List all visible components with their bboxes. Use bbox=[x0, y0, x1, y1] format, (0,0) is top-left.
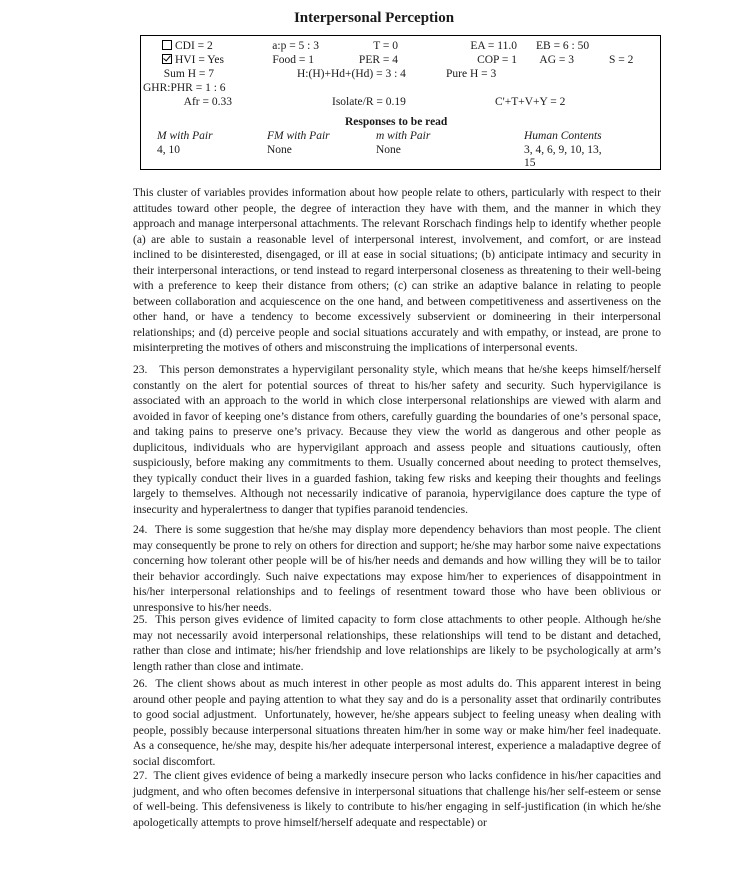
t-value: T = 0 bbox=[373, 40, 398, 52]
cdi-value: CDI = 2 bbox=[175, 40, 213, 52]
paragraph-24: 24. There is some suggestion that he/she may display more dependency behaviors than most people. The client may consequently be prone to rely on others for direction and support; he/she may harbor some naive expectations concerning how tolerant other people will be of his/her needs and demands and how willing they will be to tailor their behavior accordingly. Such naive expectations may expose him/her to experiences of disappointment in his/her interpersonal relationships and to feelings of resentment toward those who have been oblivious or unresponsive to his/her needs. bbox=[133, 524, 661, 614]
paragraph-25: 25. This person gives evidence of limited capacity to form close attachments to other people. Although he/she may not necessarily avoid interpersonal relationships, these relationships will tend to be distant and detached, rather than close and intimate; his/her friendship and love relationships are likely to be psychologically at arm’s length rather than close and intimate. bbox=[133, 614, 661, 673]
cdi-checkbox bbox=[162, 40, 172, 50]
m-lower-pair-label: m with Pair bbox=[376, 130, 431, 142]
summary-box bbox=[140, 35, 661, 170]
h-content-ratio: H:(H)+Hd+(Hd) = 3 : 4 bbox=[297, 68, 406, 80]
hvi-checkbox bbox=[162, 54, 172, 64]
ag-value: AG = 3 bbox=[539, 54, 574, 66]
ghr-phr-value: GHR:PHR = 1 : 6 bbox=[143, 82, 226, 94]
afr-value: Afr = 0.33 bbox=[183, 96, 232, 108]
shading-value: C'+T+V+Y = 2 bbox=[495, 96, 566, 108]
cdi-row bbox=[162, 40, 213, 53]
paragraph-26: 26. The client shows about as much interest in other people as most adults do. This apparent interest in being around other people and paying attention to what they say and do is a personality asset that ordinarily contributes to good social adjustment. Unfortunately, however, he/she appears subject to feeling uneasy when dealing with people, possibly because interpersonal situations threaten him/her in some way or make him/her feel inadequate. As a consequence, he/she may, despite his/her adequate interpersonal interest, experience a maladaptive degree of social discomfort. bbox=[133, 678, 661, 768]
eb-value: EB = 6 : 50 bbox=[536, 40, 590, 52]
responses-heading: Responses to be read bbox=[345, 116, 448, 128]
m-pair-value: 4, 10 bbox=[157, 144, 180, 156]
paragraph-27: 27. The client gives evidence of being a markedly insecure person who lacks confidence in his/her capacities and judgment, and who often becomes defensive in interpersonal situations that challenge his/her self-esteem or sense of well-being. This defensiveness is likely to contribute to his/her engaging in self-justification (in which he/she apologetically attempts to prove himself/herself adequate and respectable) or bbox=[133, 770, 661, 829]
m-pair-label: M with Pair bbox=[157, 130, 213, 142]
paragraph-23: 23. This person demonstrates a hypervigilant personality style, which means that he/she keeps himself/herself constantly on the alert for potential sources of threat to his/her safety and security. Such hypervigilance is associated with an approach to the world in which close interpersonal relationships are viewed with alarm and avoided in favor of keeping one’s distance from others, carefully guarding the boundaries of one’s personal space, and taking pains to preserve one’s privacy. Because they view the world as dangerous and other people as duplicitous, individuals who are hypervigilant approach and assess people and situations cautiously, often suspiciously, before making any commitments to them. Usually concerned about needing to protect themselves, they typically conduct their lives in a guarded fashion, taking few risks and keeping their thoughts and feelings largely to themselves. Although not necessarily indicative of paranoia, hypervigilance does capture the type of insecurity and hyperalertness to danger that typifies paranoid tendencies. bbox=[133, 364, 661, 516]
m-lower-pair-value: None bbox=[376, 144, 401, 156]
hvi-value: HVI = Yes bbox=[175, 54, 224, 66]
ea-value: EA = 11.0 bbox=[470, 40, 517, 52]
isolate-value: Isolate/R = 0.19 bbox=[332, 96, 406, 108]
pure-h-value: Pure H = 3 bbox=[446, 68, 497, 80]
human-contents-value-line2: 15 bbox=[524, 157, 536, 169]
page-title: Interpersonal Perception bbox=[293, 10, 455, 26]
s-value: S = 2 bbox=[609, 54, 634, 66]
fm-pair-value: None bbox=[267, 144, 292, 156]
fm-pair-label: FM with Pair bbox=[267, 130, 330, 142]
human-contents-label: Human Contents bbox=[524, 130, 602, 142]
human-contents-value-line1: 3, 4, 6, 9, 10, 13, bbox=[524, 144, 602, 156]
intro-paragraph: This cluster of variables provides information about how people relate to others, particularly with respect to their attitudes toward other people, the degree of interaction they have with them, and the manner in which they approach and manage interpersonal attachments. The relevant Rorschach findings help to identify whether people (a) are able to sustain a reasonable level of interpersonal interest, involvement, and comfort, or are instead inclined to be disinterested, disengaged, or ill at ease in social situations; (b) anticipate intimacy and security in their interpersonal interactions, or tend instead to regard interpersonal closeness as threatening to their well-being with a preference to keep their distance from others; (c) can strike an adaptive balance in relating to people between collaboration and acquiescence on the one hand, and between competitiveness and assertiveness on the other hand, or have a tendency to become excessively subservient or domineering in their interpersonal relationships; and (d) perceive people and social situations accurately and with empathy, or instead, are prone to misinterpreting the motives of others and misconstruing the implications of interpersonal events. bbox=[133, 187, 661, 354]
food-value: Food = 1 bbox=[272, 54, 314, 66]
hvi-row bbox=[162, 54, 224, 67]
ap-ratio: a:p = 5 : 3 bbox=[272, 40, 319, 52]
cop-value: COP = 1 bbox=[477, 54, 517, 66]
per-value: PER = 4 bbox=[358, 54, 398, 66]
sum-h-value: Sum H = 7 bbox=[163, 68, 214, 80]
